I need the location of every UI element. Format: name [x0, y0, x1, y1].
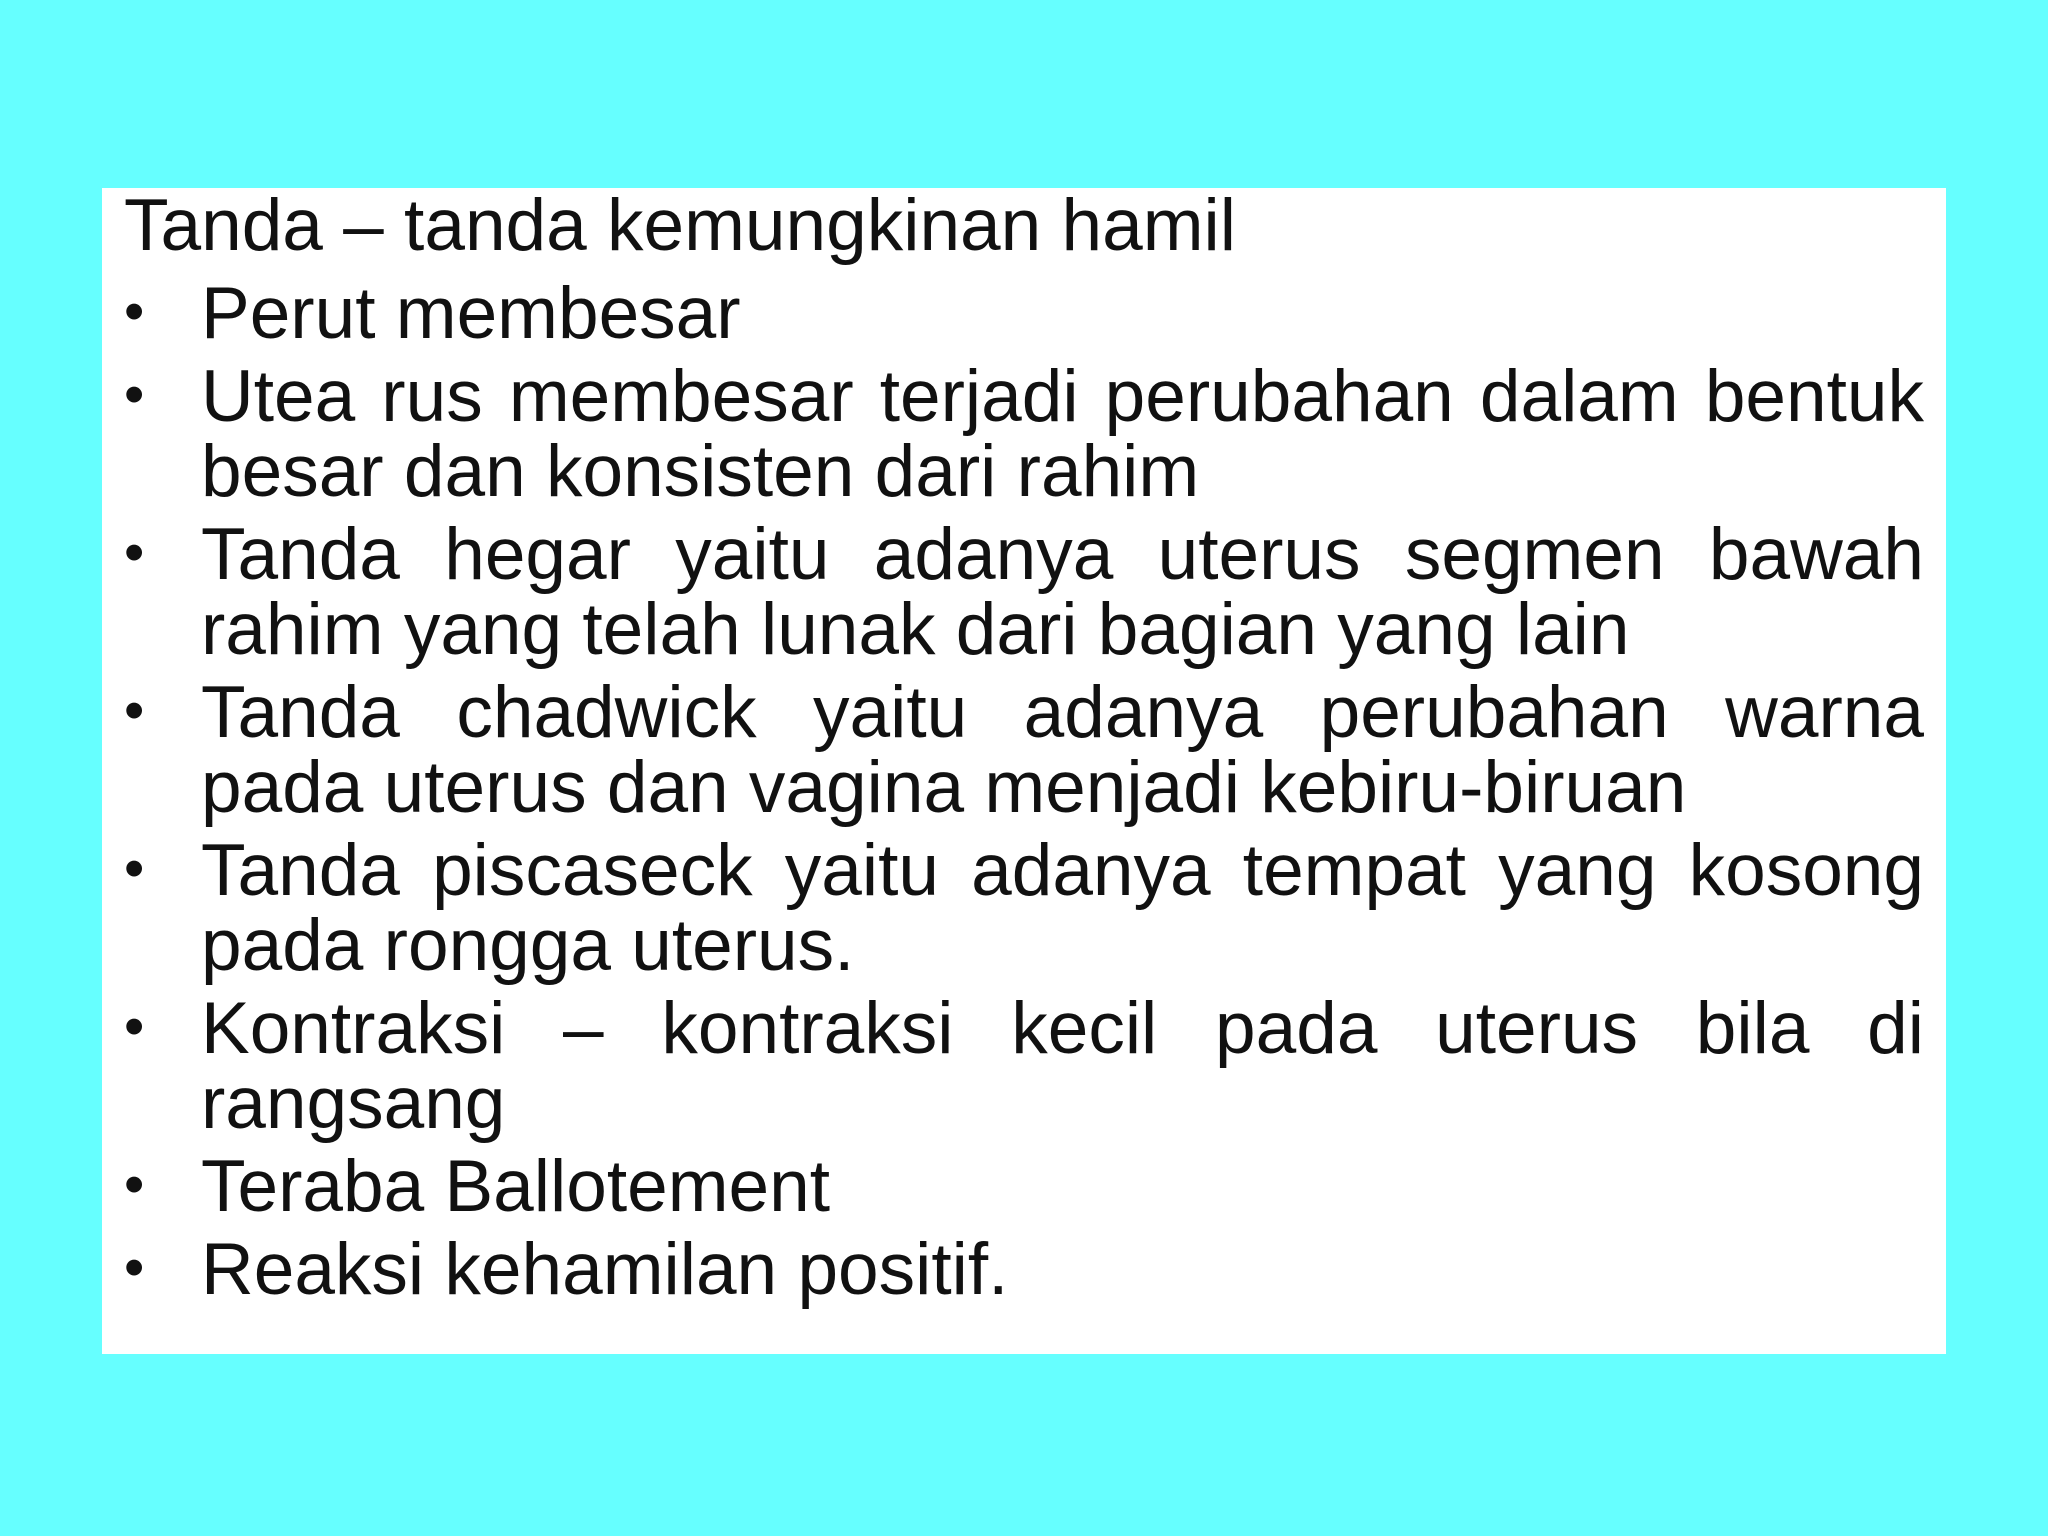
bullet-icon: • — [124, 362, 145, 427]
bullet-icon: • — [124, 836, 145, 901]
slide-content — [124, 184, 1924, 1310]
bullet-icon: • — [124, 1235, 145, 1300]
bullet-item — [124, 511, 1924, 670]
bullet-text: Tanda chadwick yaitu adanya perubahan warna pada uterus dan vagina menjadi kebiru-biruan — [201, 672, 1924, 828]
bullet-item — [124, 1226, 1924, 1310]
bullet-icon: • — [124, 279, 145, 344]
bullet-text: Utea rus membesar terjadi perubahan dalam bentuk besar dan konsisten dari rahim — [201, 356, 1924, 512]
bullet-item — [124, 353, 1924, 512]
bullet-list — [124, 270, 1924, 1310]
bullet-item — [124, 270, 1924, 354]
bullet-text: Teraba Ballotement — [201, 1146, 830, 1227]
bullet-text: Tanda hegar yaitu adanya uterus segmen bawah rahim yang telah lunak dari bagian yang lain — [201, 514, 1924, 670]
bullet-item — [124, 985, 1924, 1144]
bullet-icon: • — [124, 678, 145, 743]
bullet-icon: • — [124, 994, 145, 1059]
bullet-text: Kontraksi – kontraksi kecil pada uterus bila di rangsang — [201, 988, 1924, 1144]
bullet-icon: • — [124, 1152, 145, 1217]
bullet-item — [124, 1143, 1924, 1227]
bullet-item — [124, 827, 1924, 986]
bullet-text: Reaksi kehamilan positif. — [201, 1229, 1009, 1310]
bullet-item — [124, 669, 1924, 828]
slide-title: Tanda – tanda kemungkinan hamil — [124, 185, 1236, 266]
bullet-icon: • — [124, 520, 145, 585]
bullet-text: Perut membesar — [201, 273, 741, 354]
bullet-text: Tanda piscaseck yaitu adanya tempat yang kosong pada rongga uterus. — [201, 830, 1924, 986]
